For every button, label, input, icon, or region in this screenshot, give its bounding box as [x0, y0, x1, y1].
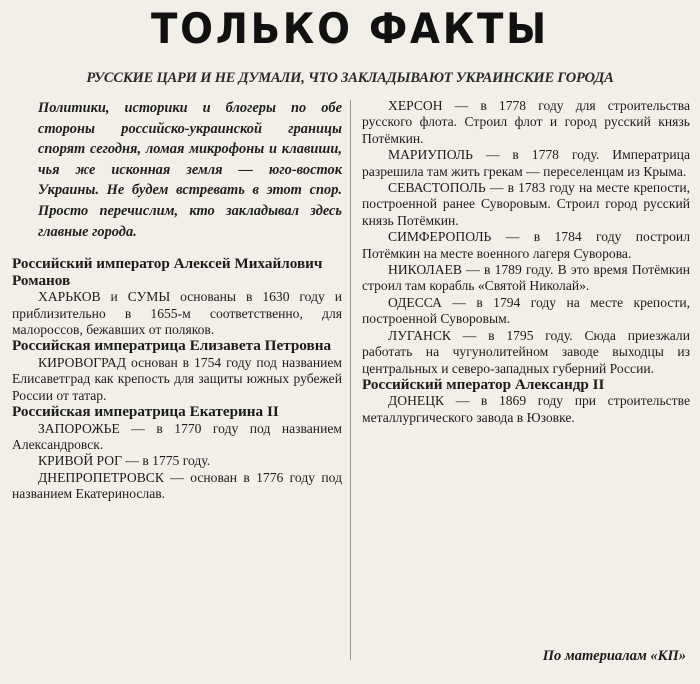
column-divider: [350, 100, 351, 660]
city-entry-zaporozhye: ЗАПОРОЖЬЕ — в 1770 году под названием Александровск.: [12, 420, 342, 452]
right-column: [362, 98, 690, 426]
city-entry-krivoy-rog: КРИВОЙ РОГ — в 1775 году.: [38, 453, 211, 469]
ruler-heading-aleksandr: Российский мператор Александр II: [362, 375, 605, 393]
city-entry-donetsk: ДОНЕЦК — в 1869 году при строительстве металлургического завода в Юзовке.: [362, 393, 690, 425]
city-entry-nikolaev: НИКОЛАЕВ — в 1789 году. В это время Потёмкин строил там корабль «Святой Николай».: [362, 262, 690, 294]
source-credit: По материалам «КП»: [542, 648, 686, 664]
intro-paragraph: Политики, историки и блогеры по обе стороны российско-украинской границы спорят сегодня, ломая микрофоны и клавиши, чья же исконная земля — юго-восток Украины. Не будем встревать в этот спор. Просто перечислим, кто закладывал здесь главные города.: [38, 100, 342, 240]
city-entry-kirovograd: КИРОВОГРАД основан в 1754 году под названием Елисаветград как крепость для защиты южных рубежей России от татар.: [12, 354, 342, 403]
headline: ТОЛЬКО ФАКТЫ: [151, 4, 549, 53]
ruler-heading-elizaveta: Российская императрица Елизавета Петровна: [12, 337, 332, 355]
city-entry-simferopol: СИМФЕРОПОЛЬ — в 1784 году построил Потёмкин на месте военного лагеря Суворова.: [362, 229, 690, 261]
left-column: [12, 98, 342, 503]
city-entry-odessa: ОДЕССА — в 1794 году на месте крепости, построенной Суворовым.: [362, 294, 690, 327]
city-entry-lugansk: ЛУГАНСК — в 1795 году. Сюда приезжали работать на чугунолитейном заводе выходцы из центральных и северо-западных губерний России.: [362, 327, 690, 376]
city-entry-dnepropetrovsk: ДНЕПРОПЕТРОВСК — основан в 1776 году под названием Екатеринослав.: [12, 469, 342, 502]
city-entry-mariupol: МАРИУПОЛЬ — в 1778 году. Императрица разрешила там жить грекам — переселенцам из Крыма.: [362, 147, 690, 179]
city-entry-kherson: ХЕРСОН — в 1778 году для строительства русского флота. Строил флот и город русский князь Потёмкин.: [362, 98, 690, 146]
subheadline: РУССКИЕ ЦАРИ И НЕ ДУМАЛИ, ЧТО ЗАКЛАДЫВАЮТ УКРАИНСКИЕ ГОРОДА: [86, 70, 614, 86]
ruler-heading-aleksey: Российский император Алексей Михайлович Романов: [12, 255, 323, 289]
ruler-heading-ekaterina: Российская императрица Екатерина II: [12, 403, 279, 421]
city-entry-kharkov: ХАРЬКОВ и СУМЫ основаны в 1630 году и приблизительно в 1655-м соответственно, для малороссов, бежавших от поляков.: [12, 289, 342, 337]
city-entry-sevastopol: СЕВАСТОПОЛЬ — в 1783 году на месте крепости, построенной ранее Суворовым. Строил город русский князь Потёмкин.: [362, 180, 690, 228]
